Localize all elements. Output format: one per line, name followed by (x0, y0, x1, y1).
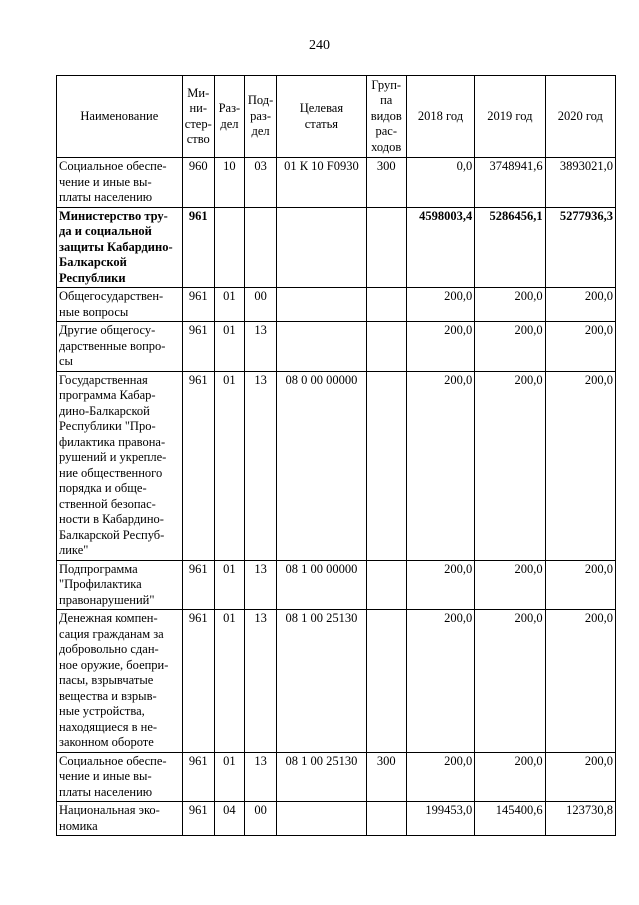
table-row (57, 322, 616, 372)
cell-2019: 200,0 (475, 610, 545, 753)
table-row (57, 207, 616, 288)
cell-ministry: 961 (182, 752, 214, 802)
cell-ministry: 961 (182, 560, 214, 610)
cell-subsection: 13 (245, 610, 277, 753)
header-subsection (245, 76, 277, 158)
cell-2018: 200,0 (406, 560, 474, 610)
cell-target (277, 207, 366, 288)
cell-2018: 200,0 (406, 610, 474, 753)
cell-target (277, 802, 366, 836)
cell-2020: 200,0 (545, 371, 615, 560)
table-row (57, 560, 616, 610)
cell-2019: 200,0 (475, 322, 545, 372)
cell-2020: 200,0 (545, 560, 615, 610)
cell-expense-group (366, 560, 406, 610)
cell-2018: 200,0 (406, 371, 474, 560)
cell-section: 01 (214, 610, 244, 753)
cell-section: 04 (214, 802, 244, 836)
cell-ministry: 960 (182, 158, 214, 208)
cell-name: Общегосударствен- ные вопросы (57, 288, 183, 322)
page-number: 240 (309, 38, 330, 53)
cell-2018: 4598003,4 (406, 207, 474, 288)
cell-expense-group (366, 610, 406, 753)
cell-2020: 5277936,3 (545, 207, 615, 288)
table-row (57, 288, 616, 322)
header-target (277, 76, 366, 158)
cell-ministry: 961 (182, 371, 214, 560)
cell-target: 08 1 00 25130 (277, 752, 366, 802)
cell-subsection: 03 (245, 158, 277, 208)
cell-2020: 200,0 (545, 752, 615, 802)
cell-2018: 200,0 (406, 752, 474, 802)
cell-subsection (245, 207, 277, 288)
cell-2019: 200,0 (475, 560, 545, 610)
cell-ministry: 961 (182, 802, 214, 836)
cell-target: 08 0 00 00000 (277, 371, 366, 560)
cell-subsection: 00 (245, 288, 277, 322)
cell-ministry: 961 (182, 322, 214, 372)
header-target-text: Целевая статья (299, 101, 344, 131)
table-row (57, 371, 616, 560)
cell-2019: 5286456,1 (475, 207, 545, 288)
cell-ministry: 961 (182, 207, 214, 288)
header-expense-group (366, 76, 406, 158)
cell-section: 01 (214, 288, 244, 322)
header-section-text: Раз- дел (218, 101, 241, 131)
cell-expense-group: 300 (366, 158, 406, 208)
cell-2018: 0,0 (406, 158, 474, 208)
cell-2019: 3748941,6 (475, 158, 545, 208)
cell-name: Национальная эко- номика (57, 802, 183, 836)
cell-name: Государственная программа Кабар- дино-Балкарской Республики "Про- филактика правона- рушений и укрепле- ние общественного порядка и обще- ственной безопас- ности в Кабардино- Балкарской Респуб- лике" (57, 371, 183, 560)
cell-target: 08 1 00 25130 (277, 610, 366, 753)
cell-2020: 123730,8 (545, 802, 615, 836)
cell-name: Социальное обеспе- чение и иные вы- платы населению (57, 752, 183, 802)
cell-section: 01 (214, 560, 244, 610)
cell-2019: 200,0 (475, 288, 545, 322)
cell-subsection: 13 (245, 322, 277, 372)
cell-expense-group (366, 802, 406, 836)
cell-ministry: 961 (182, 288, 214, 322)
cell-section: 10 (214, 158, 244, 208)
table-body (57, 158, 616, 836)
cell-subsection: 00 (245, 802, 277, 836)
cell-2018: 199453,0 (406, 802, 474, 836)
table-row (57, 610, 616, 753)
header-subsection-text: Под- раз- дел (247, 93, 274, 139)
cell-section: 01 (214, 371, 244, 560)
cell-name: Министерство тру- да и социальной защиты Кабардино- Балкарской Республики (57, 207, 183, 288)
header-2018: 2018 год (406, 76, 474, 158)
cell-expense-group (366, 371, 406, 560)
cell-2020: 200,0 (545, 288, 615, 322)
cell-section (214, 207, 244, 288)
cell-name: Денежная компен- сация гражданам за добровольно сдан- ное оружие, боепри- пасы, взрывчатые вещества и взрыв- ные устройства, находящиеся в не- законном обороте (57, 610, 183, 753)
cell-ministry: 961 (182, 610, 214, 753)
cell-target (277, 288, 366, 322)
cell-expense-group (366, 288, 406, 322)
cell-name: Подпрограмма "Профилактика правонарушений" (57, 560, 183, 610)
cell-2019: 145400,6 (475, 802, 545, 836)
cell-2020: 3893021,0 (545, 158, 615, 208)
header-2020: 2020 год (545, 76, 615, 158)
budget-table (56, 75, 616, 836)
cell-section: 01 (214, 752, 244, 802)
cell-expense-group (366, 207, 406, 288)
header-2019: 2019 год (475, 76, 545, 158)
table-row (57, 752, 616, 802)
header-name: Наименование (57, 76, 183, 158)
cell-expense-group (366, 322, 406, 372)
cell-subsection: 13 (245, 560, 277, 610)
cell-section: 01 (214, 322, 244, 372)
cell-2019: 200,0 (475, 752, 545, 802)
cell-2019: 200,0 (475, 371, 545, 560)
header-ministry (182, 76, 214, 158)
cell-target: 08 1 00 00000 (277, 560, 366, 610)
cell-2020: 200,0 (545, 322, 615, 372)
header-section (214, 76, 244, 158)
cell-name: Другие общегосу- дарственные вопро- сы (57, 322, 183, 372)
cell-expense-group: 300 (366, 752, 406, 802)
table-header-row (57, 76, 616, 158)
header-expense-group-text: Груп- па видов рас- ходов (370, 77, 402, 154)
table-row (57, 802, 616, 836)
cell-subsection: 13 (245, 752, 277, 802)
cell-2018: 200,0 (406, 288, 474, 322)
cell-name: Социальное обеспе- чение и иные вы- платы населению (57, 158, 183, 208)
cell-subsection: 13 (245, 371, 277, 560)
cell-target: 01 К 10 F0930 (277, 158, 366, 208)
cell-2020: 200,0 (545, 610, 615, 753)
header-ministry-text: Ми- ни- стер- ство (184, 85, 212, 146)
table-row (57, 158, 616, 208)
cell-target (277, 322, 366, 372)
cell-2018: 200,0 (406, 322, 474, 372)
